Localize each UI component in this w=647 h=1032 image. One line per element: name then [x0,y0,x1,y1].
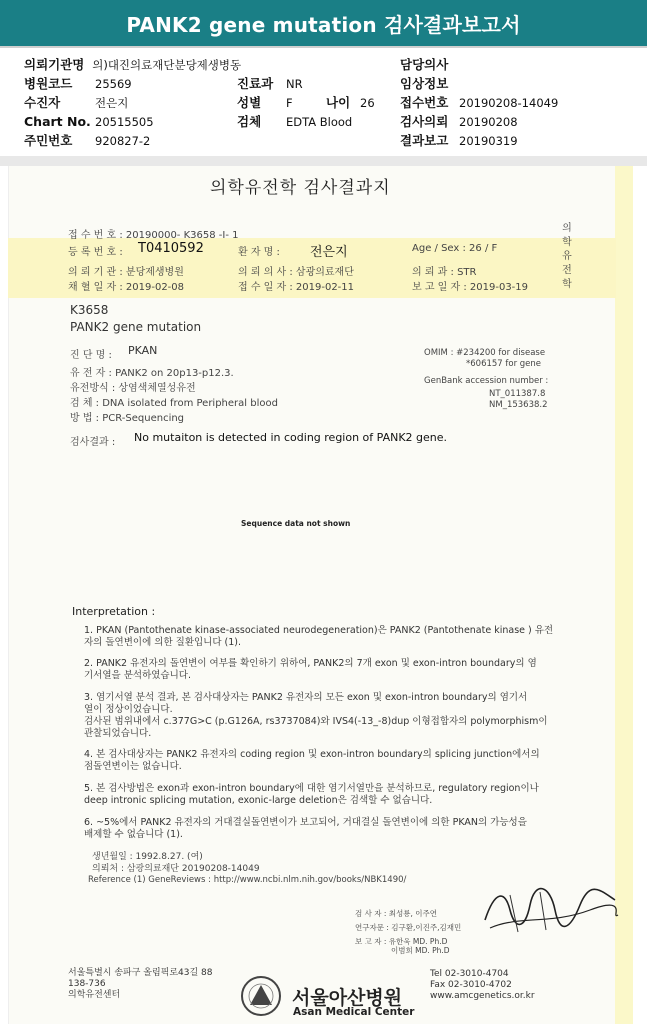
interp-line: 6. ~5%에서 PANK2 유전자의 거대결실돌연변이가 보고되어, 거대결실 돌연변이에 의한 PKAN의 가능성을 [84,817,527,828]
vertical-label: 의 학 유 전 학 [562,223,572,290]
label-patient: 수진자 [24,95,61,110]
interp-line: 2. PANK2 유전자의 돌연변이 여부를 확인하기 위하여, PANK2의 7개 exon 및 exon-intron boundary의 염 [84,658,537,669]
omim-gene: *606157 for gene [466,359,542,369]
value-request-date: 20190208 [459,115,518,129]
result-label: 검사결과 : [70,437,116,448]
label-resident-no: 주민번호 [24,133,73,148]
birth-date: 생년월일 : 1992.8.27. (여) [92,852,203,862]
label-age: 나이 [326,95,351,110]
requester: 의뢰처 : 삼광의료재단 20190208-14049 [92,864,260,874]
nt-accession: NT_011387.8 [489,389,546,399]
examiner: 검 사 자 : 최성룡, 이주연 [355,909,438,918]
req-institution: 의 뢰 기 관 : 분당제생병원 [68,267,184,278]
address-line-1: 서울특별시 송파구 올림픽로43길 88 [68,968,213,978]
omim-disease: OMIM : #234200 for disease [424,348,546,358]
value-accession: 20190208-14049 [459,96,559,110]
value-resident-no: 920827-2 [95,134,151,148]
researcher: 연구자문 : 김구환,이진주,김재민 [355,923,462,932]
result-text: No mutaiton is detected in coding region of PANK2 gene. [134,431,448,444]
value-specimen: EDTA Blood [286,115,353,129]
address-line-2: 138-736 [68,979,106,989]
method: 방 법 : PCR-Sequencing [70,413,185,424]
reference: Reference (1) GeneReviews : http://www.ncbi.nlm.nih.gov/books/NBK1490/ [88,875,407,885]
signature [470,880,620,940]
label-accession: 접수번호 [400,95,449,110]
interp-line: 관찰되었습니다. [84,728,152,739]
section-divider [0,156,647,166]
header-row-1 [24,56,241,74]
value-department: NR [286,77,303,91]
label-sex: 성별 [237,95,262,110]
value-report-date: 20190319 [459,134,518,148]
hospital-name-ko: 서울아산병원 [292,987,403,1009]
label-request-date: 검사의뢰 [400,114,449,129]
interp-line: 배제할 수 없습니다 (1). [84,829,183,840]
interp-line: 기서열을 분석하였습니다. [84,670,191,681]
interp-line: 검사된 범위내에서 c.377G>C (p.G126A, rs3737084)와 IVS4(-13_-8)dup 이형접합자의 polymorphism이 [84,716,548,727]
asan-foundation-logo [240,975,282,1017]
website: www.amcgenetics.or.kr [430,991,535,1001]
collect-date: 채 혈 일 자 : 2019-02-08 [68,282,185,293]
specimen-type: 검 체 : DNA isolated from Peripheral blood [70,398,278,409]
fax: Fax 02-3010-4702 [430,980,512,990]
interp-line: 열이 정상이었습니다. [84,704,173,715]
value-chart-no: 20515505 [95,115,154,129]
interp-line: 3. 염기서열 분석 결과, 본 검사대상자는 PANK2 유전자의 모든 exon 및 exon-intron boundary의 염기서 [84,692,528,703]
interp-line: 5. 본 검사방법은 exon과 exon-intron boundary에 대한 염기서열만을 분석하므로, regulatory region이나 [84,783,539,794]
req-dept: 의 뢰 과 : STR [412,267,477,278]
diag-value: PKAN [128,344,158,357]
interp-line: 4. 본 검사대상자는 PANK2 유전자의 coding region 및 exon-intron boundary의 splicing junction에서의 [84,749,540,760]
diag-label: 진 단 명 : [70,350,112,361]
receive-date: 접 수 일 자 : 2019-02-11 [238,282,355,293]
label-doctor: 담당의사 [400,57,449,72]
gene-location: 유 전 자 : PANK2 on 20p13-p12.3. [70,368,234,379]
label-report-date: 결과보고 [400,133,449,148]
sequence-note: Sequence data not shown [241,519,351,528]
address-line-3: 의학유전센터 [68,990,121,1000]
label-requesting-institution: 의뢰기관명 [24,57,85,72]
label-specimen: 검체 [237,114,262,129]
label-clinical-info: 임상정보 [400,76,449,91]
label-hospital-code: 병원코드 [24,76,73,91]
test-code: K3658 [70,303,109,317]
interpretation-title: Interpretation : [72,605,156,618]
report-title: PANK2 gene mutation 검사결과보고서 [0,0,647,48]
value-requesting-institution: 의)대진의료재단분당제생병동 [92,58,242,72]
value-hospital-code: 25569 [95,77,132,91]
nm-accession: NM_153638.2 [489,400,548,410]
test-name: PANK2 gene mutation [70,320,202,334]
reporter: 보 고 자 : 유한욱 MD. Ph.D [355,937,448,946]
scan-title: 의학유전학 검사결과지 [210,178,391,198]
report-date: 보 고 일 자 : 2019-03-19 [412,282,529,293]
patient-name-label: 환 자 명 : [238,247,280,258]
reg-no-label: 등 록 번 호 : [68,247,123,258]
interp-line: 1. PKAN (Pantothenate kinase-associated neurodegeneration)은 PANK2 (Pantothenate kinase ) 유전 [84,625,554,636]
patient-name-value: 전은지 [310,245,348,260]
inheritance: 유전방식 : 상염색체열성유전 [70,383,196,394]
req-doctor: 의 뢰 의 사 : 삼광의료재단 [238,267,354,278]
telephone: Tel 02-3010-4704 [430,969,509,979]
interp-line: deep intronic splicing mutation, exonic-large deletion은 검색할 수 없습니다. [84,795,433,806]
value-patient: 전은지 [95,96,129,110]
value-age: 26 [360,96,375,110]
label-department: 진료과 [237,76,274,91]
interp-line: 자의 돌연변이에 의한 질환입니다 (1). [84,637,242,648]
label-chart-no: Chart No. [24,114,91,129]
header-row-2 [24,75,72,93]
hospital-name-en: Asan Medical Center [293,1006,415,1018]
genbank-label: GenBank accession number : [424,376,549,386]
reg-no-value: T0410592 [138,241,204,256]
interp-line: 점돌연변이는 없습니다. [84,761,182,772]
value-sex: F [286,96,293,110]
age-sex: Age / Sex : 26 / F [412,243,498,254]
reporter-2: 이범희 MD. Ph.D [391,946,450,955]
accept-no: 접 수 번 호 : 20190000- K3658 -I- 1 [68,230,239,241]
